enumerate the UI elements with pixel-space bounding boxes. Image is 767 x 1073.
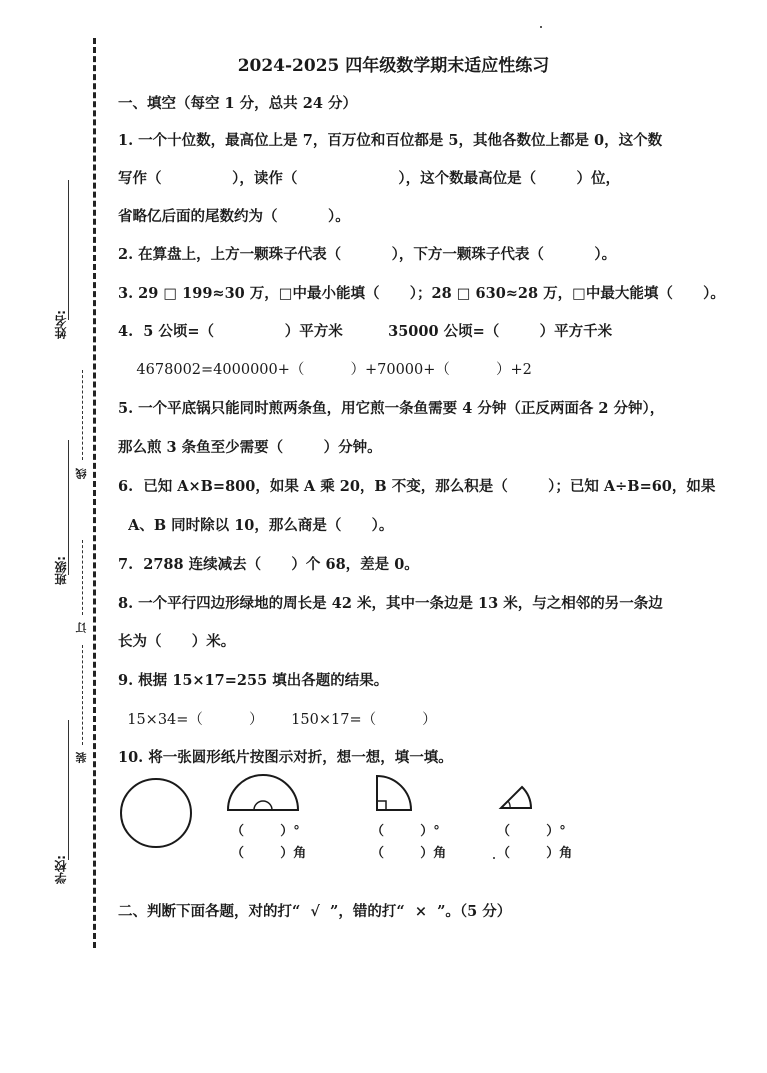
question-line: 2. 在算盘上，上方一颗珠子代表（ ），下方一颗珠子代表（ ）。: [118, 246, 617, 263]
question-line: 1. 一个十位数，最高位上是 7，百万位和百位都是 5，其他各数位上都是 0，这个数: [118, 132, 663, 149]
quarter-circle-figure: [377, 776, 411, 810]
stray-dot: [540, 26, 542, 28]
half-degree-caption: （ ）°: [231, 824, 300, 839]
quarter-angle-caption: （ ）角: [371, 846, 447, 861]
question-line: 5. 一个平底锅只能同时煎两条鱼，用它煎一条鱼需要 4 分钟（正反两面各 2 分钟），: [118, 400, 665, 417]
half-circle-figure: [228, 775, 298, 810]
stray-dot: [493, 857, 495, 859]
margin-mark-zhuang: 装: [75, 752, 88, 763]
question-line: 省略亿后面的尾数约为（ ）。: [118, 208, 350, 225]
half-angle-caption: （ ）角: [231, 846, 307, 861]
section1-heading: 一、填空（每空 1 分，总共 24 分）: [118, 95, 357, 112]
section2-heading: 二、判断下面各题，对的打“ √ ”，错的打“ × ”。（5 分）: [118, 903, 512, 920]
margin-mark-ding: 订: [75, 622, 88, 633]
question-line: 长为（ ）米。: [118, 633, 236, 650]
question-line: 9. 根据 15×17=255 填出各题的结果。: [118, 672, 389, 689]
question-line: 那么煎 3 条鱼至少需要（ ）分钟。: [118, 439, 382, 456]
question-line: 10. 将一张圆形纸片按图示对折，想一想，填一填。: [118, 749, 453, 766]
question-line: 15×34=（ ） 150×17=（ ）: [118, 712, 437, 728]
name-label: 姓名:: [54, 310, 68, 339]
margin-mark-xian: 线: [75, 468, 88, 479]
school-label: 学校:: [54, 855, 68, 884]
question-line: 写作（ ），读作（ ），这个数最高位是（ ）位，: [118, 170, 621, 187]
question-line: 8. 一个平行四边形绿地的周长是 42 米，其中一条边是 13 米，与之相邻的另一条边: [118, 595, 663, 612]
quarter-degree-caption: （ ）°: [371, 824, 440, 839]
page-title: 2024-2025 四年级数学期末适应性练习: [237, 56, 550, 76]
full-circle-figure: [121, 779, 191, 847]
class-label: 班级:: [54, 556, 68, 585]
question-line: 3. 29 □ 199≈30 万，□中最小能填（ ）；28 □ 630≈28 万，□中最大能填（ ）。: [118, 285, 725, 302]
question-line: 7. 2788 连续减去（ ）个 68，差是 0。: [118, 556, 419, 573]
eighth-angle-caption: （ ）角: [497, 846, 573, 861]
eighth-degree-caption: （ ）°: [497, 824, 566, 839]
question-line: 6. 已知 A×B=800，如果 A 乘 20，B 不变，那么积是（ ）；已知 A÷B=60，如果: [118, 478, 716, 495]
eighth-circle-figure: [501, 787, 531, 808]
question-line: A、B 同时除以 10，那么商是（ ）。: [118, 517, 394, 534]
question-line: 4678002=4000000+（ ）+70000+（ ）+2: [118, 362, 532, 378]
question-line: 4. 5 公顷=（ ）平方米 35000 公顷=（ ）平方千米: [118, 323, 613, 340]
